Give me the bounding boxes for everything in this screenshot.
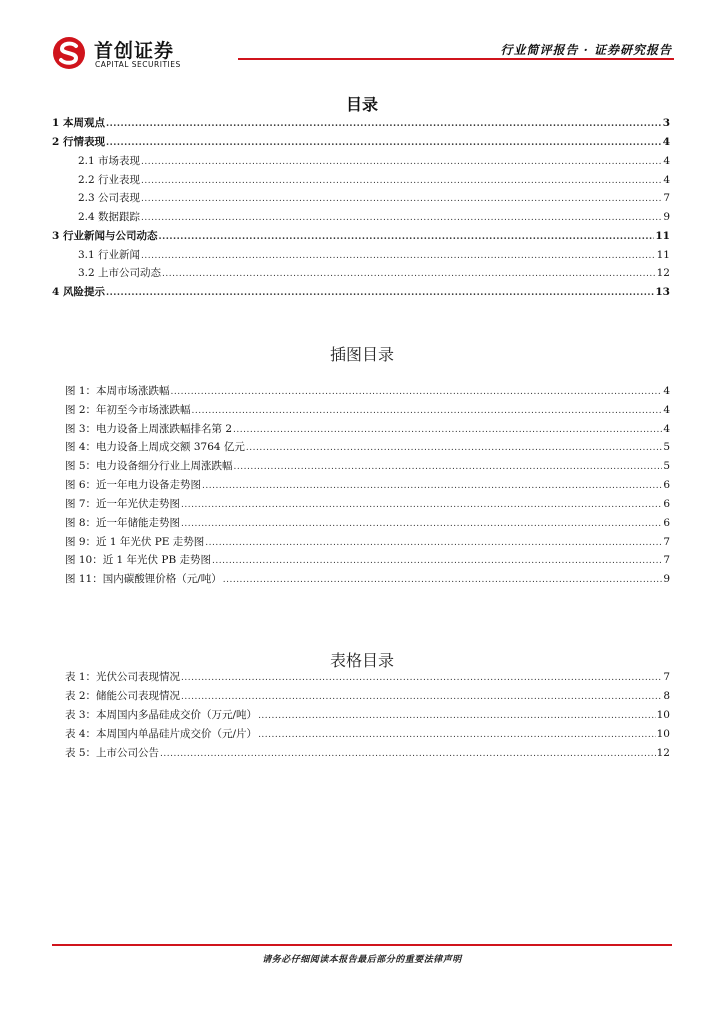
logo-english-name: CAPITAL SECURITIES — [95, 60, 181, 69]
toc-title: 目录 — [345, 95, 378, 114]
toc-entry[interactable]: 2.1 市场表现 ..... 4 — [78, 154, 670, 169]
figure-entry[interactable]: 图 11：国内碳酸锂价格（元/吨） ..... 9 — [65, 572, 670, 587]
company-logo — [52, 36, 252, 72]
report-type-label: 行业简评报告 · 证券研究报告 — [500, 43, 672, 57]
figure-entry[interactable]: 图 4：电力设备上周成交额 3764 亿元 ..... 5 — [65, 440, 670, 455]
toc-entry[interactable]: 3.1 行业新闻 ..... 11 — [78, 248, 670, 263]
page-header — [52, 34, 674, 74]
table-entry[interactable]: 表 4：本周国内单晶硅片成交价（元/片） ..... 10 — [65, 727, 670, 742]
footer-divider — [52, 944, 672, 946]
table-entry[interactable]: 表 5：上市公司公告 ..... 12 — [65, 746, 670, 761]
table-entry[interactable]: 表 1：光伏公司表现情况 ..... 7 — [65, 670, 670, 685]
header-divider — [238, 58, 674, 60]
figure-entry[interactable]: 图 6：近一年电力设备走势图 ..... 6 — [65, 478, 670, 493]
toc-entry[interactable]: 3 行业新闻与公司动态 ..... 11 — [52, 229, 670, 244]
figure-entry[interactable]: 图 5：电力设备细分行业上周涨跌幅 ..... 5 — [65, 459, 670, 474]
toc-entry[interactable]: 2.4 数据跟踪 ..... 9 — [78, 210, 670, 225]
footer-disclaimer: 请务必仔细阅读本报告最后部分的重要法律声明 — [262, 955, 462, 965]
capital-securities-logo-icon — [52, 36, 86, 70]
table-entry[interactable]: 表 3：本周国内多晶硅成交价（万元/吨） ..... 10 — [65, 708, 670, 723]
toc-entry[interactable]: 2.2 行业表现 ..... 4 — [78, 173, 670, 188]
figure-entry[interactable]: 图 8：近一年储能走势图 ..... 6 — [65, 516, 670, 531]
toc-entry[interactable]: 4 风险提示 ..... 13 — [52, 285, 670, 300]
figures-title: 插图目录 — [329, 345, 394, 364]
figure-entry[interactable]: 图 1：本周市场涨跌幅 ..... 4 — [65, 384, 670, 399]
tables-title: 表格目录 — [329, 651, 394, 670]
figure-entry[interactable]: 图 9：近 1 年光伏 PE 走势图 ..... 7 — [65, 535, 670, 550]
toc-entry[interactable]: 1 本周观点 ..... 3 — [52, 116, 670, 131]
toc-entry[interactable]: 2.3 公司表现 ..... 7 — [78, 191, 670, 206]
table-entry[interactable]: 表 2：储能公司表现情况 ..... 8 — [65, 689, 670, 704]
logo-chinese-name: 首创证券 — [94, 40, 175, 62]
figure-entry[interactable]: 图 7：近一年光伏走势图 ..... 6 — [65, 497, 670, 512]
toc-entry[interactable]: 2 行情表现 ..... 4 — [52, 135, 670, 150]
figure-entry[interactable]: 图 2：年初至今市场涨跌幅 ..... 4 — [65, 403, 670, 418]
figure-entry[interactable]: 图 10：近 1 年光伏 PB 走势图 ..... 7 — [65, 553, 670, 568]
figure-entry[interactable]: 图 3：电力设备上周涨跌幅排名第 2 ..... 4 — [65, 422, 670, 437]
toc-entry[interactable]: 3.2 上市公司动态 ..... 12 — [78, 266, 670, 281]
